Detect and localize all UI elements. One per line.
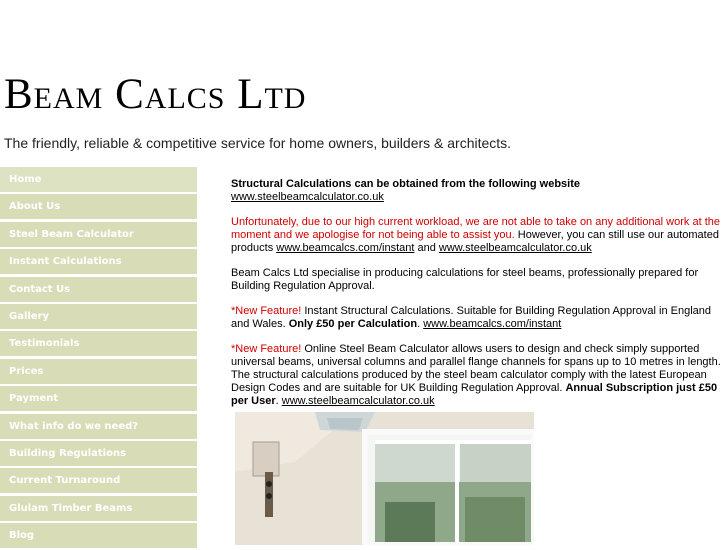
nav-contact-us[interactable]: Contact Us [0, 277, 197, 302]
website-heading: Structural Calculations can be obtained from the following website [231, 178, 580, 190]
online-calculator-text: Online Steel Beam Calculator allows users to design and check simply supported universal beams, universal columns and parallel flange channels for spans up to 10 metres in length. The structural calculations produced by the steel beam calculator comply with the latest European Design Codes and are suitable for UK Building Regulation Approval. [231, 343, 721, 394]
extension-photo [235, 412, 534, 545]
new-feature-label-2: *New Feature! [231, 343, 302, 355]
room-illustration [235, 412, 534, 545]
nav-blog[interactable]: Blog [0, 523, 197, 548]
subscription-price: Annual Subscription just £50 per User [231, 382, 718, 407]
nav-current-turnaround[interactable]: Current Turnaround [0, 468, 197, 493]
workload-apology: Unfortunately, due to our high current workload, we are not able to take on any additional work at the moment and we apologise for not being able to assist you. [231, 216, 720, 241]
instant-calc-dot: . [417, 318, 424, 330]
nav-home[interactable]: Home [0, 167, 197, 192]
new-feature-label: *New Feature! [231, 305, 302, 317]
steelbeamcalculator-link-2[interactable]: www.steelbeamcalculator.co.uk [438, 242, 592, 254]
nav-what-info[interactable]: What info do we need? [0, 414, 197, 439]
online-calculator-feature [231, 343, 727, 408]
beamcalcs-instant-link-2[interactable]: www.beamcalcs.com/instant [423, 318, 562, 330]
nav-building-regulations[interactable]: Building Regulations [0, 441, 197, 466]
nav-steel-beam-calculator[interactable]: Steel Beam Calculator [0, 222, 197, 247]
site-title: Beam Calcs Ltd [4, 71, 307, 118]
nav-instant-calculations[interactable]: Instant Calculations [0, 249, 197, 274]
instant-calc-feature [231, 305, 727, 331]
steelbeamcalculator-link[interactable]: www.steelbeamcalculator.co.uk [231, 191, 384, 203]
instant-calc-text: Instant Structural Calculations. Suitable for Building Regulation Approval in England and Wales. [231, 305, 712, 330]
steelbeamcalculator-link-3[interactable]: www.steelbeamcalculator.co.uk [281, 395, 435, 407]
workload-text: However, you can still use our automated products [231, 229, 719, 254]
main-nav [0, 167, 197, 550]
website-paragraph [231, 178, 727, 204]
nav-prices[interactable]: Prices [0, 359, 197, 384]
workload-notice [231, 216, 727, 255]
beamcalcs-instant-link[interactable]: www.beamcalcs.com/instant [276, 242, 415, 254]
nav-testimonials[interactable]: Testimonials [0, 331, 197, 356]
main-content [231, 178, 727, 420]
nav-gallery[interactable]: Gallery [0, 304, 197, 329]
instant-calc-price: Only £50 per Calculation [288, 318, 418, 330]
nav-about-us[interactable]: About Us [0, 194, 197, 219]
intro-paragraph: Beam Calcs Ltd specialise in producing calculations for steel beams, professionally prepared for Building Regulation Approval. [231, 267, 699, 292]
site-tagline: The friendly, reliable & competitive service for home owners, builders & architects. [4, 135, 512, 151]
nav-glulam-timber-beams[interactable]: Glulam Timber Beams [0, 496, 197, 521]
and-text: and [414, 242, 439, 254]
subscription-dot: . [275, 395, 282, 407]
nav-payment[interactable]: Payment [0, 386, 197, 411]
